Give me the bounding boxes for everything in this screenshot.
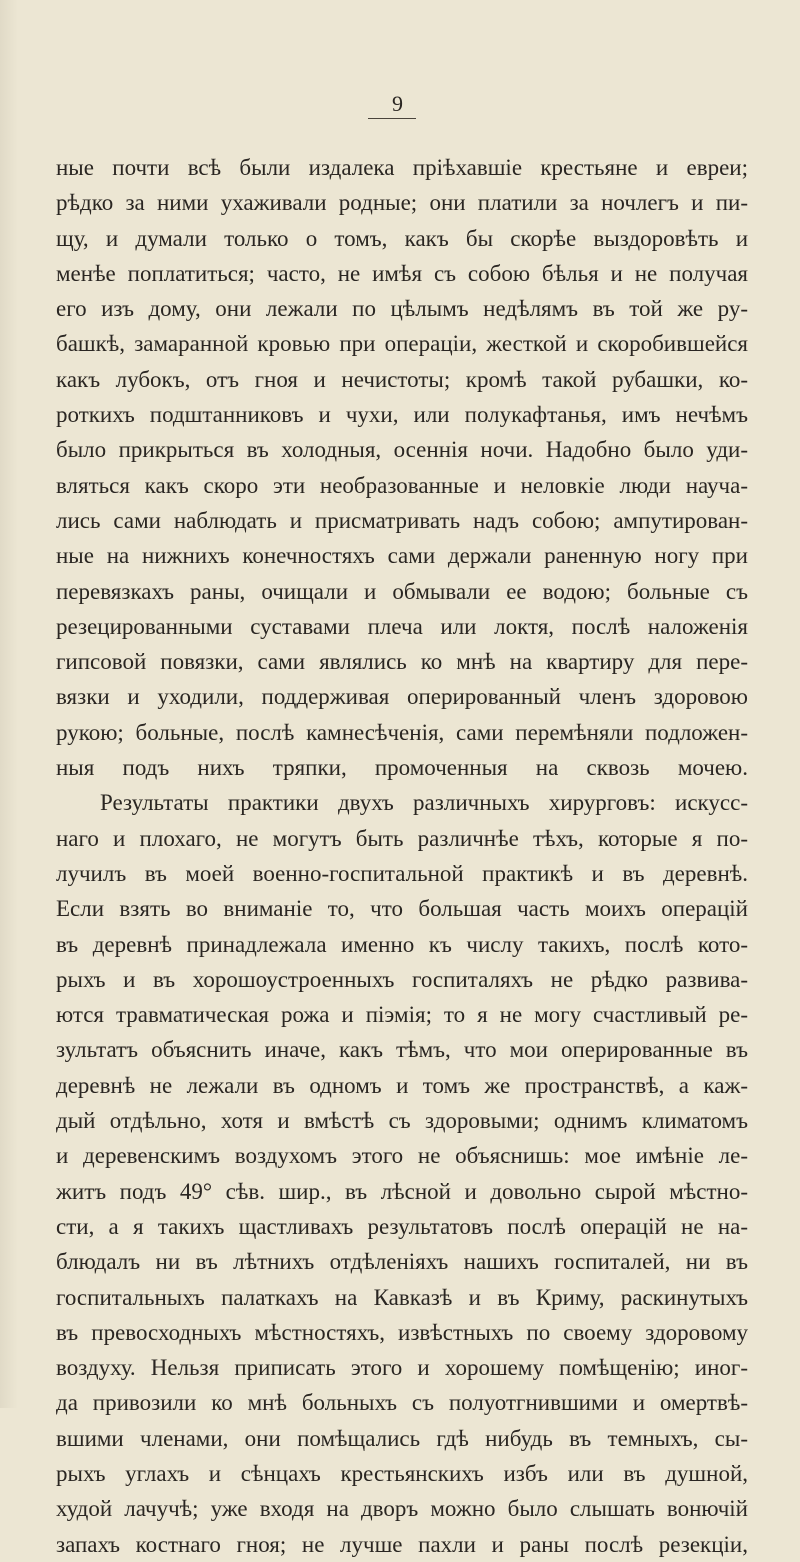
text-line: вязки и уходили, поддерживая оперированный членъ здоровою [56,684,748,710]
text-line: было прикрыться въ холодныя, осеннія ночи. Надобно было уди- [56,437,748,463]
text-line: лись сами наблюдать и присматривать надъ собою; ампутирован- [56,507,748,533]
text-line: рукою; больные, послѣ камнесѣченія, сами перемѣняли подложен- [56,719,748,745]
text-line: сти, а я такихъ щастливахъ результатовъ послѣ операцій не на- [56,1213,748,1239]
text-line: запахъ костнаго гноя; не лучше пахли и раны послѣ резекціи, [56,1531,748,1557]
text-line: въ деревнѣ принадлежала именно къ числу такихъ, послѣ кото- [56,931,748,957]
text-line: перевязкахъ раны, очищали и обмывали ее водою; больные съ [56,578,748,604]
text-line: его изъ дому, они лежали по цѣлымъ недѣлямъ въ той же ру- [56,296,748,322]
text-line: рыхъ углахъ и сѣнцахъ крестьянскихъ избъ или въ душной, [56,1460,748,1486]
text-line: щу, и думали только о томъ, какъ бы скорѣе выздоровѣть и [56,225,748,251]
text-line: въ превосходныхъ мѣстностяхъ, извѣстныхъ по своему здоровому [56,1319,748,1345]
text-line: роткихъ подштанниковъ и чухи, или полукафтанья, имъ нечѣмъ [56,402,748,428]
text-line: ются травматическая рожа и піэмія; то я не могу счастливый ре- [56,1002,748,1028]
text-line: житъ подъ 49° сѣв. шир., въ лѣсной и довольно сырой мѣстно- [56,1178,748,1204]
page-number: 9 [392,91,404,116]
text-line: ные почти всѣ были издалека пріѣхавшіе крестьяне и евреи; [56,155,748,180]
text-line: блюдалъ ни въ лѣтнихъ отдѣленіяхъ нашихъ госпиталей, ни въ [56,1249,748,1275]
text-line: худой лачучѣ; уже входя на дворъ можно было слышать вонючій [56,1496,748,1522]
text-line: вляться какъ скоро эти необразованные и неловкіе люди науча- [56,472,748,498]
text-line: наго и плохаго, не могутъ быть различнѣе тѣхъ, которые я по- [56,825,748,851]
text-line: деревнѣ не лежали въ одномъ и томъ же пространствѣ, а каж- [56,1072,748,1098]
text-line: менѣе поплатиться; часто, не имѣя съ собою бѣлья и не получая [56,260,748,286]
text-line: и деревенскимъ воздухомъ этого не объяснишь: мое имѣніе ле- [56,1143,748,1169]
text-line: ныя подъ нихъ тряпки, промоченныя на сквозь мочею. [56,755,748,781]
text-line: вшими членами, они помѣщались гдѣ нибудь въ темныхъ, сы- [56,1425,748,1451]
text-line: какъ лубокъ, отъ гноя и нечистоты; кромѣ такой рубашки, ко- [56,366,748,392]
text-line: да привозили ко мнѣ больныхъ съ полуотгнившими и омертвѣ- [56,1390,748,1416]
page-number-rule [368,118,416,119]
text-line: башкѣ, замаранной кровью при операціи, жесткой и скоробившейся [56,331,748,357]
page-text-body [56,150,748,1562]
text-line: воздуху. Нельзя приписать этого и хорошему помѣщенію; иног- [56,1355,748,1381]
text-line: рѣдко за ними ухаживали родные; они платили за ночлегъ и пи- [56,190,748,216]
text-line: рыхъ и въ хорошоустроенныхъ госпиталяхъ не рѣдко развива- [56,966,748,992]
text-line: госпитальныхъ палаткахъ на Кавказѣ и въ Криму, раскинутыхъ [56,1284,748,1310]
text-line: дый отдѣльно, хотя и вмѣстѣ съ здоровыми; однимъ климатомъ [56,1108,748,1134]
text-line: гипсовой повязки, сами являлись ко мнѣ на квартиру для пере- [56,649,748,675]
text-line: Если взять во вниманіе то, что большая часть моихъ операцій [56,896,748,922]
text-line: Результаты практики двухъ различныхъ хирурговъ: искусс- [100,790,748,816]
text-line: ные на нижнихъ конечностяхъ сами держали раненную ногу при [56,543,748,569]
text-line: лучилъ въ моей военно-госпитальной практикѣ и въ деревнѣ. [56,860,748,886]
text-line: резецированными суставами плеча или локтя, послѣ наложенія [56,613,748,639]
text-line: зультатъ объяснить иначе, какъ тѣмъ, что мои оперированные въ [56,1037,748,1063]
